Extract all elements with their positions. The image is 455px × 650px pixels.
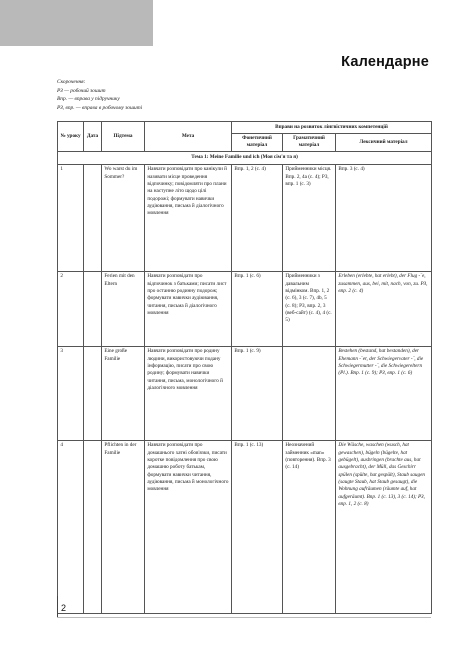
section-title: Тема 1: Meine Familie und ich (Моя сім'я та я) bbox=[58, 152, 432, 164]
grammar-cell: Прийменники з давальним відмінком. Впр. 1, 2 (с. 6), 3 (с. 7), 4b, 5 (с. 8); РЗ, впр. 2, 3 (веб-сайт) (с. 4), 4 (с. 5) bbox=[283, 271, 336, 346]
header-subtopic: Підтема bbox=[102, 122, 145, 152]
bottom-rule bbox=[57, 617, 431, 618]
goal-cell: Навчати розповідати про домашнього хатні обов'язки, писати коротке повідомлення про свою домашню роботу батькам, формувати навички читання, аудіювання, письма й монологічного мовлення bbox=[145, 440, 232, 613]
abbreviation-item: Впр. — вправа у підручнику bbox=[57, 96, 120, 103]
page-number-rule bbox=[57, 596, 58, 618]
goal-cell: Навчати розповідати про родину людини, використовуючи подану інформацію, писати про свою родину; формувати навички читання, письма, монологічного й діалогічного мовлення bbox=[145, 346, 232, 440]
lexical-cell: Erleben (erlebte, hat erlebt), der Flug -¨e, zusammen, aus, bei, mit, nach, von, zu. РЗ, впр. 2 (с. 4) bbox=[336, 271, 432, 346]
table-row bbox=[58, 346, 432, 440]
date-cell bbox=[84, 164, 102, 271]
subtopic-cell: Eine große Familie bbox=[102, 346, 145, 440]
phonetic-cell: Впр. 1 (с. 9) bbox=[232, 346, 283, 440]
subtopic-cell: Wo warst du im Sommer? bbox=[102, 164, 145, 271]
lexical-cell: Bestehen (bestand, hat bestanden), der Ehemann -¨er, der Schwiegervater -¨, die Schwiegermutter -¨, die Schwiegereltern (Pl.). Впр. 1 (с. 9); РЗ, впр. 1 (с. 6) bbox=[336, 346, 432, 440]
header-exercises-group: Вправи на розвиток лінгвістичних компетенцій bbox=[232, 122, 432, 134]
header-grammar: Граматичний матеріал bbox=[283, 133, 336, 152]
header-lexical: Лексичний матеріал bbox=[336, 133, 432, 152]
lexical-cell: Впр. 3 (с. 4) bbox=[336, 164, 432, 271]
grammar-cell: Прийменники місця. Впр. 2, 4а (с. 4); РЗ, впр. 1 (с. 3) bbox=[283, 164, 336, 271]
corner-decoration bbox=[0, 0, 153, 46]
lexical-cell: Die Wäsche, waschen (wusch, hat gewaschen), bügeln (bügelte, hat gebügelt), ausbringen (brachte aus, hat ausgebracht), der Müll, das Geschirr spülen (spülte, hat gespült), Staub saugen (saugte Staub, hat Staub gesaugt), die Wohnung aufräumen (räumte auf, hat aufgeräumt). Впр. 1 (с. 13), 3 (с. 14); РЗ, впр. 1, 2 (с. 8) bbox=[336, 440, 432, 613]
subtopic-cell: Pflichten in der Familie bbox=[102, 440, 145, 613]
lesson-number-cell: 4 bbox=[58, 440, 84, 613]
abbreviations-heading: Скорочення: bbox=[57, 79, 86, 85]
date-cell bbox=[84, 440, 102, 613]
lesson-plan-table bbox=[57, 121, 432, 614]
subtopic-cell: Ferien mit den Eltern bbox=[102, 271, 145, 346]
abbreviations-block bbox=[57, 78, 142, 112]
lesson-number-cell: 2 bbox=[58, 271, 84, 346]
phonetic-cell: Впр. 1 (с. 13) bbox=[232, 440, 283, 613]
table-row bbox=[58, 164, 432, 271]
goal-cell: Навчати розповідати про канікули й називати місце проведення відпочинку; повідомляти про плани на наступне літо щодо цілі подорожі; формувати навички аудіювання, письма й діалогічного мовлення bbox=[145, 164, 232, 271]
grammar-cell: Неозначений займенник «man» (повторення). Впр. 3 (с. 14) bbox=[283, 440, 336, 613]
header-date: Дата bbox=[84, 122, 102, 152]
abbreviation-item: РЗ — робочий зошит bbox=[57, 87, 106, 94]
page-number: 2 bbox=[61, 603, 67, 613]
header-goal: Мета bbox=[145, 122, 232, 152]
lesson-number-cell: 3 bbox=[58, 346, 84, 440]
page-title: Календарне bbox=[341, 54, 429, 70]
phonetic-cell: Впр. 1, 2 (с. 4) bbox=[232, 164, 283, 271]
lesson-number-cell: 1 bbox=[58, 164, 84, 271]
grammar-cell bbox=[283, 346, 336, 440]
table-row bbox=[58, 271, 432, 346]
header-lesson-number: № уроку bbox=[58, 122, 84, 152]
table-row bbox=[58, 440, 432, 613]
phonetic-cell: Впр. 1 (с. 6) bbox=[232, 271, 283, 346]
goal-cell: Навчати розповідати про відпочинок з батьками; писати лист про останню родинну подорож; формувати навички аудіювання, читання, письма й діалогічного мовлення bbox=[145, 271, 232, 346]
date-cell bbox=[84, 271, 102, 346]
header-phonetic: Фонетичний матеріал bbox=[232, 133, 283, 152]
date-cell bbox=[84, 346, 102, 440]
abbreviation-item: РЗ, впр. — вправа в робочому зошиті bbox=[57, 104, 143, 111]
